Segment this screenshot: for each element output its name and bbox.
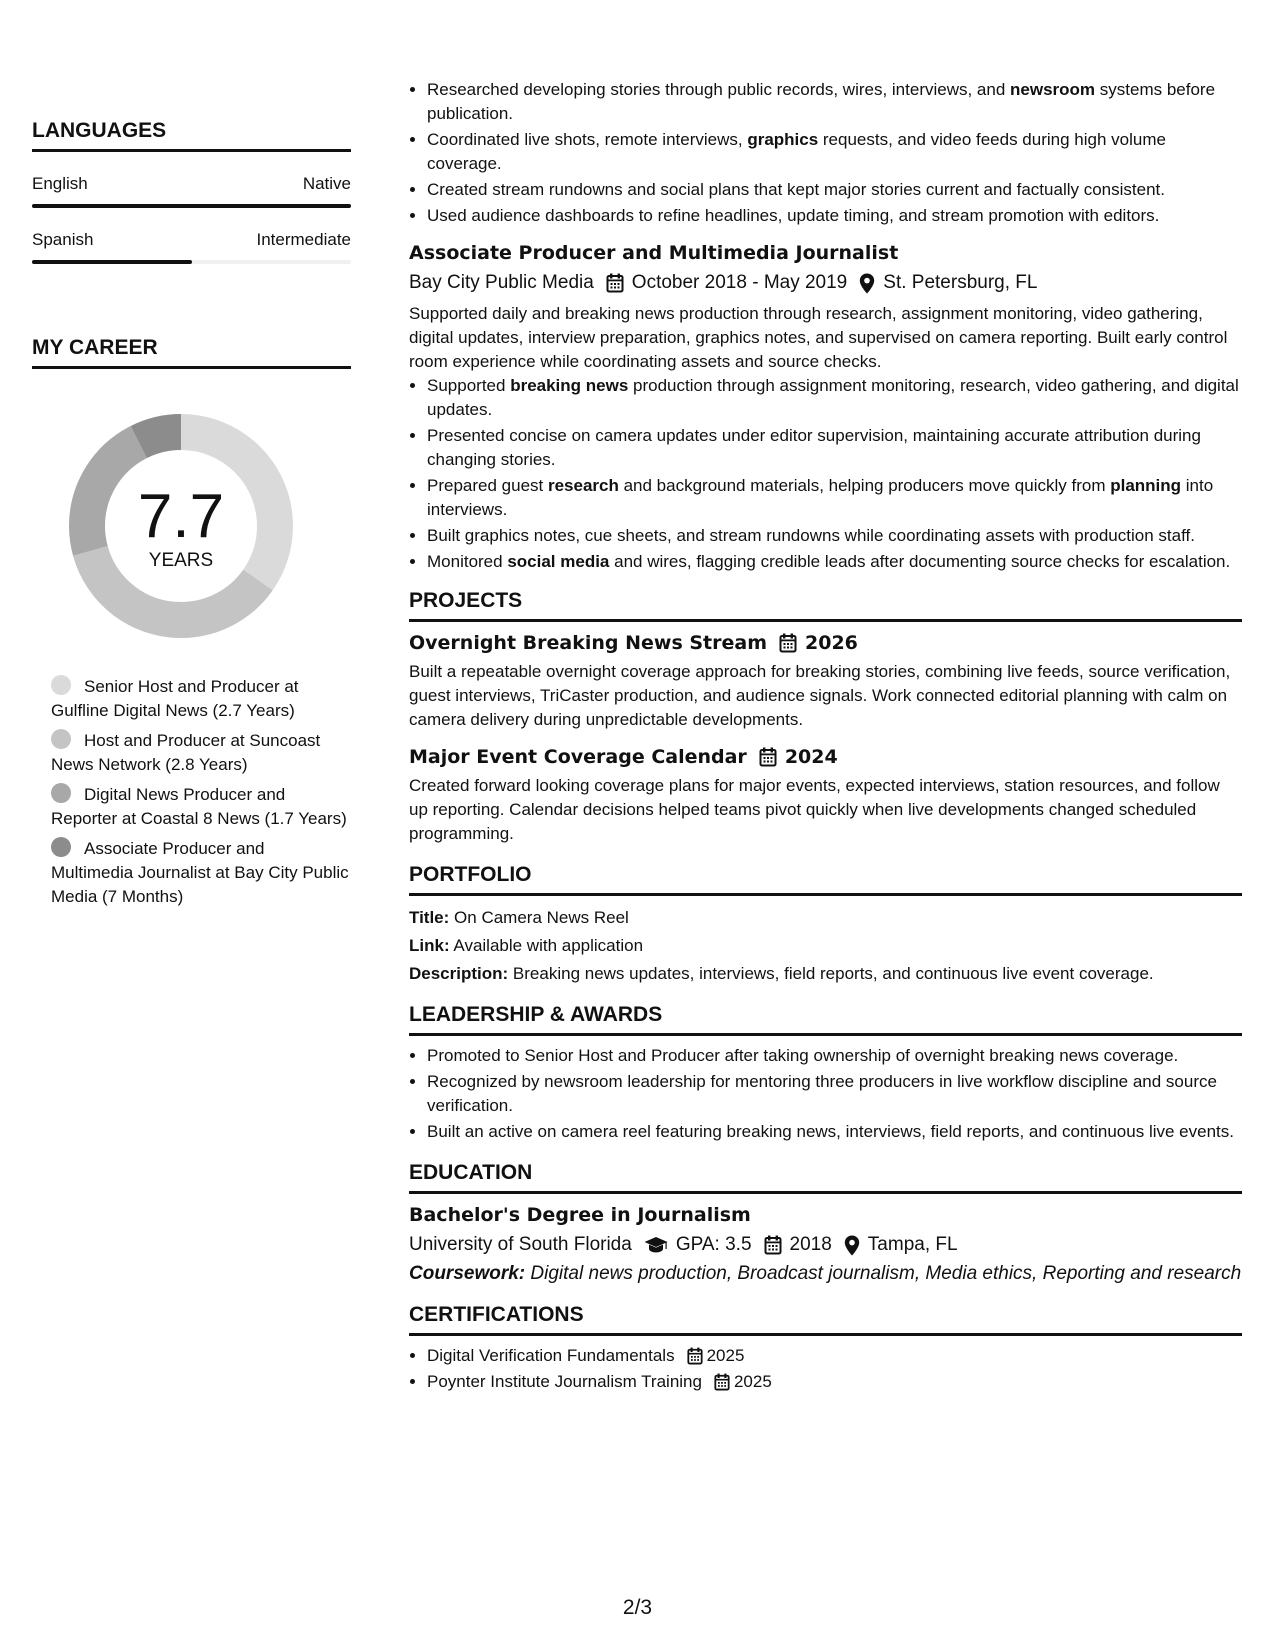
language-level: Native [302,174,351,193]
calendar-icon [687,1347,703,1365]
calendar-icon [779,633,797,653]
graduation-year: 2018 [789,1234,832,1255]
job-location: St. Petersburg, FL [883,272,1038,293]
leadership-section [409,1002,1242,1144]
legend-item [51,783,351,831]
language-proficiency-bar [32,260,351,264]
project-description: Built a repeatable overnight coverage approach for breaking stories, combining live feeds, source verification, guest interviews, TriCaster production, and audience signals. Work connected editorial planning with calm on camera delivery during unpredictable developments. [409,662,1231,729]
career-heading: MY CAREER [32,335,351,369]
certification-year: 2025 [733,1372,772,1391]
education-heading: EDUCATION [409,1160,1242,1194]
job-summary: Supported daily and breaking news production through research, assignment monitoring, video gathering, digital updates, interview preparation, graphics notes, and supervised on camera reporting. Built early control room experience while coordinating assets and source checks. [409,304,1228,371]
language-name: Spanish [32,230,94,249]
certifications-heading: CERTIFICATIONS [409,1302,1242,1336]
legend-dot [51,675,71,695]
education-section [409,1160,1242,1286]
certification-item: • Poynter Institute Journalism Training 2025 [427,1370,1242,1394]
bullet-item: • Created stream rundowns and social plans that kept major stories current and factually consistent. [427,178,1242,202]
leadership-heading: LEADERSHIP & AWARDS [409,1002,1242,1036]
calendar-icon [606,273,624,293]
bullet-item: • Prepared guest research and background materials, helping producers move quickly from planning into interviews. [427,474,1242,522]
map-pin-icon [859,273,875,294]
job-bullets [409,374,1242,574]
project-year: 2026 [805,632,858,654]
project-title: Overnight Breaking News Stream 2026 [409,632,858,654]
calendar-icon [764,1235,782,1255]
certifications-list [409,1344,1242,1394]
project-title: Major Event Coverage Calendar 2024 [409,746,838,768]
legend-label: Associate Producer and Multimedia Journalist at Bay City Public Media (7 Months) [51,839,349,906]
legend-label: Senior Host and Producer at Gulfline Digital News (2.7 Years) [51,677,299,720]
legend-item [51,675,351,723]
bullet-item: • Researched developing stories through public records, wires, interviews, and newsroom systems before publication. [427,78,1242,126]
calendar-icon [759,747,777,767]
job-dates: October 2018 - May 2019 [631,272,848,293]
leadership-list [409,1044,1242,1144]
project-year: 2024 [784,746,838,768]
education-meta [409,1232,1242,1258]
languages-heading: LANGUAGES [32,118,351,152]
bullet-item: • Supported breaking news production through assignment monitoring, research, video gathering, and digital updates. [427,374,1242,422]
bullet-item: • Used audience dashboards to refine headlines, update timing, and stream promotion with editors. [427,204,1242,228]
language-item [32,172,351,208]
degree-title: Bachelor's Degree in Journalism [409,1204,751,1226]
legend-item [51,837,351,909]
legend-dot [51,783,71,803]
career-donut-chart [66,411,296,641]
legend-item [51,729,351,777]
language-proficiency-fill [32,204,351,208]
certifications-section [409,1302,1242,1394]
language-proficiency-fill [32,260,192,264]
certification-item: • Digital Verification Fundamentals 2025 [427,1344,1242,1368]
language-name: English [32,174,88,193]
sidebar [32,118,351,915]
job-title: Associate Producer and Multimedia Journalist [409,242,899,264]
legend-label: Host and Producer at Suncoast News Network (2.8 Years) [51,731,321,774]
main-content [409,78,1242,1396]
page-number: 2/3 [622,1596,653,1619]
project-description: Created forward looking coverage plans for major events, expected interviews, station resources, and follow up reporting. Calendar decisions helped teams pivot quickly when live developments changed scheduled programming. [409,776,1220,843]
bullet-item: • Built an active on camera reel featuring breaking news, interviews, field reports, and continuous live events. [427,1120,1242,1144]
job-company: Bay City Public Media [409,272,594,293]
portfolio-heading: PORTFOLIO [409,862,1242,896]
projects-section [409,588,1242,846]
bullet-item: • Promoted to Senior Host and Producer after taking ownership of overnight breaking news coverage. [427,1044,1242,1068]
map-pin-icon [844,1235,860,1256]
calendar-icon [714,1373,730,1391]
projects-heading: PROJECTS [409,588,1242,622]
graduation-cap-icon [644,1236,668,1254]
career-total-years: 7.7 [137,482,225,551]
portfolio-section [409,862,1242,986]
bullet-item: • Presented concise on camera updates under editor supervision, maintaining accurate attribution during changing stories. [427,424,1242,472]
career-total-unit: YEARS [148,550,214,571]
school-location: Tampa, FL [867,1234,958,1255]
job-meta [409,270,1242,296]
bullet-item: • Built graphics notes, cue sheets, and stream rundowns while coordinating assets with production staff. [427,524,1242,548]
legend-dot [51,837,71,857]
portfolio-link-row: Link: Available with application [409,936,644,955]
language-level: Intermediate [256,230,351,249]
career-legend [51,675,351,909]
school-name: University of South Florida [409,1234,632,1255]
bullet-item: • Coordinated live shots, remote interviews, graphics requests, and video feeds during high volume coverage. [427,128,1242,176]
certification-year: 2025 [706,1346,745,1365]
portfolio-description-row: Description: Breaking news updates, interviews, field reports, and continuous live event coverage. [409,964,1154,983]
language-proficiency-bar [32,204,351,208]
gpa: GPA: 3.5 [675,1234,752,1255]
legend-label: Digital News Producer and Reporter at Coastal 8 News (1.7 Years) [51,785,347,828]
legend-dot [51,729,71,749]
coursework: Coursework: Digital news production, Broadcast journalism, Media ethics, Reporting and research [409,1263,1242,1284]
portfolio-title-row: Title: On Camera News Reel [409,908,629,927]
previous-job-bullets [409,78,1242,228]
bullet-item: • Monitored social media and wires, flagging credible leads after documenting source checks for escalation. [427,550,1242,574]
language-item [32,228,351,264]
bullet-item: • Recognized by newsroom leadership for mentoring three producers in live workflow discipline and source verification. [427,1070,1242,1118]
